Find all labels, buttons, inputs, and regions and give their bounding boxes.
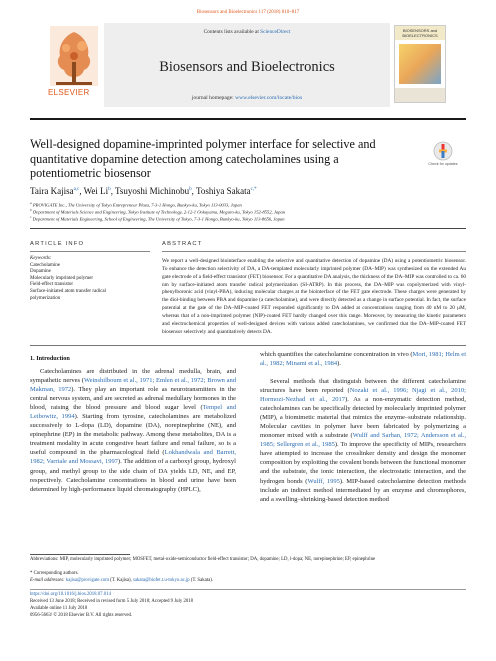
affiliation: $^c$ Department of Materials Engineering, School of Engineering, The University of Tokyo, 7-3-1 Hongo, Bunkyo-ku, Tokyo 113-8656, Japan (30, 215, 285, 222)
email-label: E-mail addresses: (30, 578, 66, 583)
journal-reference: Biosensors and Bioelectronics 117 (2018) 810–817 (196, 10, 300, 15)
doi-link[interactable]: https://doi.org/10.1016/j.bios.2018.07.014 (30, 592, 111, 597)
abbreviations-footnote: Abbreviations: MIP, molecularly imprinted polymer; MOSFET, metal-oxide-semiconductor field-effect transistor; DA, dopamine; LD, l-dopa; NE, norepinephrine; EP, epinephrine (30, 557, 376, 562)
author-name[interactable]: Toshiya Sakata (196, 186, 251, 196)
keyword: Catecholamine (30, 262, 60, 268)
cover-title: BIOSENSORS and BIOELECTRONICS (402, 28, 438, 38)
body-text: ). The addition of a carboxyl group, hydroxyl group, and methyl group to the side chain of DA yields LD, NE, and EP, respectively. Catecholamine concentrations in blood and urine have been determined by high-performance liquid chromatography (HPLC), (30, 458, 236, 493)
footnote-rule (30, 554, 130, 555)
keyword: Dopamine (30, 269, 51, 275)
keyword: Surface-initiated atom transfer radical (30, 288, 106, 294)
email-link-kajisa[interactable]: kajisa@provigate.com (65, 578, 109, 583)
author-affil-marker: b (189, 187, 192, 192)
header-rule (30, 118, 466, 120)
doi-line (30, 592, 111, 599)
citation-link[interactable]: Wulff, 1995 (307, 477, 340, 485)
homepage-link[interactable]: www.elsevier.com/locate/bios (235, 95, 303, 101)
author-affil-marker: c,* (250, 187, 257, 192)
body-text: ). MIP-based catecholamine detection methods include an indirect method intermediated by an enzyme and chromophores, and a swelling–shrinking-based detection method (260, 477, 466, 503)
copyright-line: 0956-5663/ © 2018 Elsevier B.V. All rights reserved. (30, 613, 133, 618)
sciencedirect-link[interactable]: ScienceDirect (260, 29, 291, 35)
keywords-label: Keywords: (30, 256, 52, 261)
abstract-end-rule (30, 345, 466, 346)
contents-prefix: Contents lists available at (203, 29, 261, 35)
received-dates: Received 13 June 2018; Received in revised form 5 July 2018; Accepted 9 July 2018 (30, 599, 194, 604)
affiliation: $^b$ Department of Materials Science and Engineering, Tokyo Institute of Technology, 2-12-1 Ookayama, Meguro-ku, Tokyo 152-8552, Japan (30, 208, 286, 215)
body-text: Several methods that distinguish between the different catecholamine structures have been reported ( (260, 378, 466, 395)
publisher-wordmark: ELSEVIER (48, 88, 90, 97)
section-heading-introduction: 1. Introduction (30, 355, 70, 362)
journal-title: Biosensors and Bioelectronics (159, 59, 335, 75)
author-affil-marker: a,c (73, 187, 80, 192)
body-text: ). (337, 360, 341, 368)
corresponding-note: * Corresponding authors. (30, 571, 79, 576)
crossmark-badge[interactable] (428, 140, 458, 170)
body-text: Catecholamines are distributed in the adrenal medulla, brain, and sympathetic nerves ( (30, 368, 236, 385)
keyword: polymerization (30, 295, 61, 301)
abstract-text: We report a well-designed biointerface enabling the selective and quantitative detection of dopamine (DA) using a potentiometric biosensor. To enhance the detection selectivity of DA, a DA-templated molecularly imprinted polymer (DA–MIP) was synthesized on the extended Au gate electrode of a field-effect transistor (FET) biosensor. For a quantitative DA analysis, the thickness of the DA–MIP was controlled to ca. 60 nm by surface-initiated atom transfer radical polymerization (SI-ATRP). In this process, the DA–MIP was copolymerized with vinyl-phenylboronic acid (vinyl-PBA), inducing molecular charges at the biointerface of the FET gate electrode. These charges were generated by the diol-binding between PBA and dopamine (a catecholamine), and were directly detected as a change in surface potential. In fact, the surface potential at the gate of the DA–MIP-coated FET responded significantly to DA added at concentrations ranging from 40 nM to 20 μM, whereas that of a non-imprinted polymer (NIP)-coated FET hardly changed over this range. Moreover, by measuring the kinetic parameters and electrochemical properties of well-designed devices with various added catecholamines, we confirmed that the DA–MIP-coated FET biosensor selectively and quantitatively detects DA. (162, 258, 466, 335)
footer-rule (30, 589, 466, 590)
citation-link[interactable]: Tempel and Leibowitz, 1994 (30, 404, 237, 421)
body-text: ). As a non-enzymatic detection method, catecholamines can be specifically detected by molecularly imprinted polymer (MIP), a biomimetic material that mimics the enzyme–substrate relationship. Molecular cavities in polymer have been fabricated by polymerizing a monomer mixed with a substrate ( (260, 396, 466, 440)
body-text: ). To improve the specificity of MIPs, researchers have attempted to increase the crosslinker density and design the monomer composition by exploiting the covalent bonds between the functional monomer and the substrate, the ionic interaction, the electrostatic interaction, and the hydrogen bonds ( (260, 441, 466, 485)
citation-link[interactable]: Wulff and Sarhan, 1972; Andersson et al., 1985; Sellergren et al., 1985 (260, 432, 466, 449)
email-line: E-mail addresses: kajisa@provigate.com (T. Kajisa), sakata@biofet.t.u-tokyo.ac.jp (T. Sakata). (30, 578, 214, 583)
intro-right-paragraph-2 (260, 377, 466, 504)
available-online: Available online 11 July 2018 (30, 606, 88, 611)
article-info-rule (30, 251, 150, 252)
keyword: Field-effect transistor (30, 282, 74, 288)
affiliation: $^a$ PROVIGATE Inc., The University of Tokyo Entrepreneur Plaza, 7-3-1 Hongo, Bunkyo-ku, Tokyo 113-0033, Japan (30, 201, 242, 208)
intro-right-paragraph-1 (260, 350, 466, 368)
journal-cover-thumbnail (394, 25, 446, 103)
article-info-heading: ARTICLE INFO (30, 241, 85, 247)
journal-banner (104, 23, 390, 107)
keywords-block (30, 256, 130, 302)
affiliation-rule (30, 228, 466, 229)
cover-image (399, 44, 441, 84)
author-affil-marker: b (108, 187, 111, 192)
author-name[interactable]: Wei Li (83, 186, 109, 196)
keyword: Molecularly imprinted polymer (30, 275, 94, 281)
abstract-rule (162, 251, 466, 252)
contents-line (104, 29, 390, 35)
journal-masthead (46, 21, 450, 112)
body-text: ). They play an important role as neurotransmitters in the central nervous system, and are secreted as adrenal medullary hormones in the blood, raising the blood pressure and blood sugar level ( (30, 386, 236, 412)
author-list: Taira Kajisa$^{a,c}$, Wei Li$^b$, Tsuyoshi Michinobu$^b$, Toshiya Sakata$^{c,*}$ (30, 186, 257, 196)
body-text: ). Starting from tyrosine, catecholamines are metabolized successively to L-dopa (LD), dopamine (DA), norepinephrine (NE), and epinephrine (EP) in the metabolic pathway. Among these metabolites, DA is a treatment modality in acute congestive heart failure and renal failure, so is a useful compound in the pharmacological field ( (30, 413, 236, 457)
citation-link[interactable]: Nozaki et al., 1996; Njagi et al., 2010; Hormozi-Nezhad et al., 2017 (260, 387, 466, 404)
abstract-heading: ABSTRACT (162, 241, 203, 247)
crossmark-label: Check for updates (428, 162, 458, 166)
homepage-prefix: journal homepage: (191, 95, 236, 101)
author-name[interactable]: Tsuyoshi Michinobu (115, 186, 190, 196)
intro-left-column (30, 367, 236, 494)
citation-link[interactable]: Lokhandwala and Barrett, 1982; Varriale and Mossavi, 1997 (30, 449, 237, 466)
homepage-line (104, 95, 390, 101)
citation-link[interactable]: Weinshilboum et al., 1971; Emlen et al., 1972; Brown and Makman, 1972 (30, 377, 236, 394)
email-link-sakata[interactable]: sakata@biofet.t.u-tokyo.ac.jp (133, 578, 190, 583)
crossmark-icon (428, 140, 458, 162)
citation-link[interactable]: Mori, 1981; Helm et al., 1982; Minami et al., 1984 (260, 351, 466, 368)
article-title: Well-designed dopamine-imprinted polymer interface for selective and quantitative dopamine detection among catecholamines using a potentiometric biosensor (30, 137, 376, 180)
author-name[interactable]: Taira Kajisa (30, 186, 74, 196)
body-text: which quantifies the catecholamine concentration in vivo ( (260, 351, 413, 358)
